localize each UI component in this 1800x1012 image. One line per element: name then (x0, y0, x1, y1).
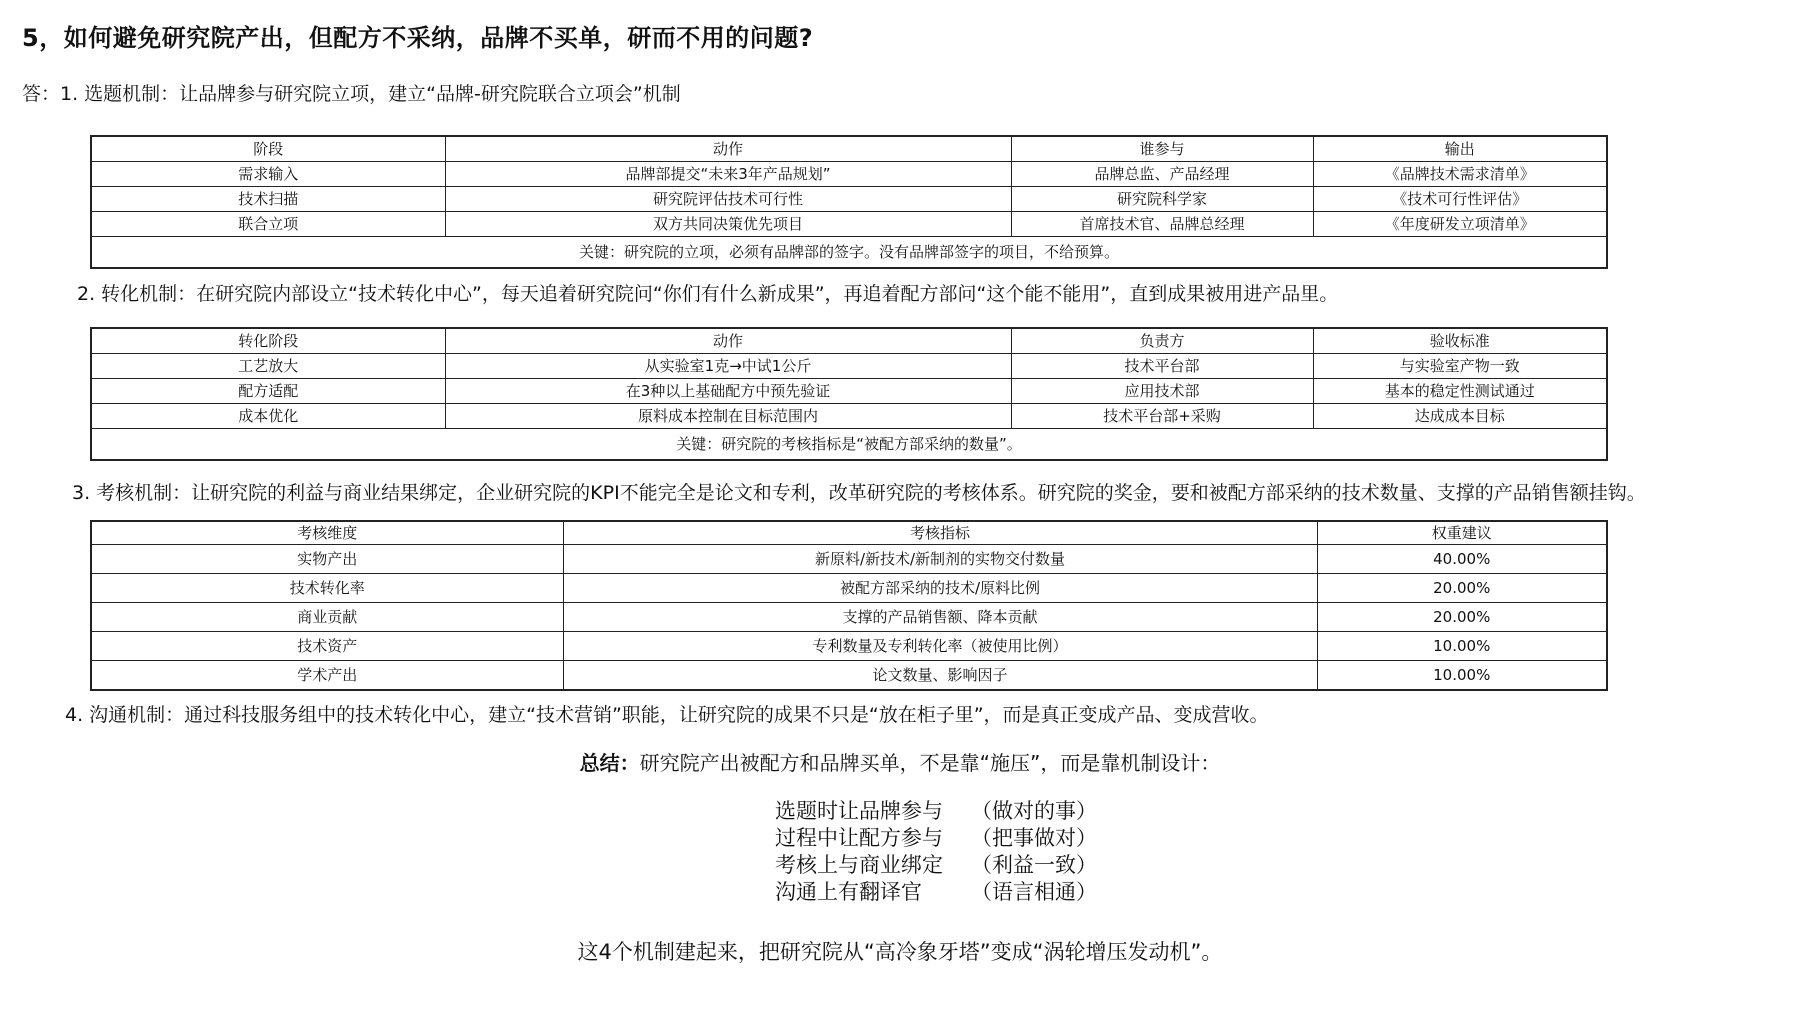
table-row (91, 603, 1607, 632)
table-cell: 20.00% (1317, 574, 1607, 603)
table-cell: 联合立项 (91, 212, 445, 237)
column-header: 验收标准 (1313, 328, 1607, 354)
table-cell: 专利数量及专利转化率（被使用比例） (563, 632, 1317, 661)
table-row (91, 162, 1607, 187)
table-cell: 被配方部采纳的技术/原料比例 (563, 574, 1317, 603)
section3-text: 3. 考核机制：让研究院的利益与商业结果绑定，企业研究院的KPI不能完全是论文和专利，改革研究院的考核体系。研究院的奖金，要和被配方部采纳的技术数量、支撑的产品销售额挂钩。 (72, 482, 1646, 504)
table-header-row (91, 136, 1607, 162)
column-header: 权重建议 (1317, 521, 1607, 545)
table-cell: 技术资产 (91, 632, 563, 661)
column-header: 输出 (1313, 136, 1607, 162)
point-note: （利益一致） (971, 853, 1097, 877)
summary-line (0, 747, 1800, 776)
table-cell: 品牌总监、产品经理 (1011, 162, 1313, 187)
table-row (91, 404, 1607, 429)
table-cell: 成本优化 (91, 404, 445, 429)
column-header: 阶段 (91, 136, 445, 162)
section4-text: 4. 沟通机制：通过科技服务组中的技术转化中心，建立“技术营销”职能，让研究院的成果不只是“放在柜子里”，而是真正变成产品、变成营收。 (65, 704, 1269, 726)
column-header: 谁参与 (1011, 136, 1313, 162)
table-header-row (91, 328, 1607, 354)
table-cell: 技术转化率 (91, 574, 563, 603)
list-item (775, 798, 1097, 825)
closing-line: 这4个机制建起来，把研究院从“高冷象牙塔”变成“涡轮增压发动机”。 (577, 940, 1223, 964)
table-cell: 工艺放大 (91, 354, 445, 379)
table-cell: 基本的稳定性测试通过 (1313, 379, 1607, 404)
summary-text: 研究院产出被配方和品牌买单，不是靠“施压”，而是靠机制设计： (639, 751, 1221, 775)
list-item (775, 825, 1097, 852)
point-text: 沟通上有翻译官 (775, 880, 922, 904)
table-cell: 首席技术官、品牌总经理 (1011, 212, 1313, 237)
table-row (91, 354, 1607, 379)
table-cell: 从实验室1克→中试1公斤 (445, 354, 1011, 379)
table-row (91, 632, 1607, 661)
list-item (775, 852, 1097, 879)
table-cell: 在3种以上基础配方中预先验证 (445, 379, 1011, 404)
table-cell: 学术产出 (91, 661, 563, 691)
table-cell: 达成成本目标 (1313, 404, 1607, 429)
table-project-approval (90, 135, 1608, 269)
table-cell: 10.00% (1317, 632, 1607, 661)
table-cell: 支撑的产品销售额、降本贡献 (563, 603, 1317, 632)
page-title: 5，如何避免研究院产出，但配方不采纳，品牌不买单，研而不用的问题? (22, 24, 814, 52)
table-cell: 20.00% (1317, 603, 1607, 632)
point-text: 考核上与商业绑定 (775, 853, 943, 877)
column-header: 考核维度 (91, 521, 563, 545)
table-cell: 40.00% (1317, 545, 1607, 574)
table-row (91, 379, 1607, 404)
table-cell: 需求输入 (91, 162, 445, 187)
table-note-row (91, 237, 1607, 269)
table-cell: 商业贡献 (91, 603, 563, 632)
table-cell: 《技术可行性评估》 (1313, 187, 1607, 212)
table-cell: 应用技术部 (1011, 379, 1313, 404)
table-conversion (90, 327, 1608, 461)
summary-points (775, 798, 1097, 906)
section1-intro: 答：1. 选题机制：让品牌参与研究院立项，建立“品牌-研究院联合立项会”机制 (22, 83, 681, 105)
table-cell: 新原料/新技术/新制剂的实物交付数量 (563, 545, 1317, 574)
table-row (91, 574, 1607, 603)
table-cell: 论文数量、影响因子 (563, 661, 1317, 691)
table-cell: 配方适配 (91, 379, 445, 404)
table-cell: 技术平台部+采购 (1011, 404, 1313, 429)
table-assessment (90, 520, 1608, 691)
column-header: 负责方 (1011, 328, 1313, 354)
table-cell: 品牌部提交“未来3年产品规划” (445, 162, 1011, 187)
column-header: 动作 (445, 136, 1011, 162)
table-note-row (91, 429, 1607, 461)
table-cell: 与实验室产物一致 (1313, 354, 1607, 379)
point-note: （把事做对） (971, 826, 1097, 850)
column-header: 考核指标 (563, 521, 1317, 545)
summary-label: 总结： (579, 751, 640, 775)
table-cell: 研究院评估技术可行性 (445, 187, 1011, 212)
table-cell: 技术平台部 (1011, 354, 1313, 379)
table-cell: 《品牌技术需求清单》 (1313, 162, 1607, 187)
table-cell: 研究院科学家 (1011, 187, 1313, 212)
section2-text: 2. 转化机制：在研究院内部设立“技术转化中心”，每天追着研究院问“你们有什么新成果”，再追着配方部问“这个能不能用”，直到成果被用进产品里。 (77, 283, 1339, 305)
column-header: 转化阶段 (91, 328, 445, 354)
table-cell: 实物产出 (91, 545, 563, 574)
point-text: 过程中让配方参与 (775, 826, 943, 850)
table-cell: 双方共同决策优先项目 (445, 212, 1011, 237)
list-item (775, 879, 1097, 906)
table-row (91, 187, 1607, 212)
table-row (91, 212, 1607, 237)
point-note: （语言相通） (971, 880, 1097, 904)
table-cell: 10.00% (1317, 661, 1607, 691)
table-note: 关键：研究院的考核指标是“被配方部采纳的数量”。 (91, 429, 1607, 461)
table-cell: 技术扫描 (91, 187, 445, 212)
table-row (91, 545, 1607, 574)
table-note: 关键：研究院的立项，必须有品牌部的签字。没有品牌部签字的项目，不给预算。 (91, 237, 1607, 269)
point-note: （做对的事） (971, 799, 1097, 823)
column-header: 动作 (445, 328, 1011, 354)
table-header-row (91, 521, 1607, 545)
table-cell: 原料成本控制在目标范围内 (445, 404, 1011, 429)
table-row (91, 661, 1607, 691)
table-cell: 《年度研发立项清单》 (1313, 212, 1607, 237)
point-text: 选题时让品牌参与 (775, 799, 943, 823)
